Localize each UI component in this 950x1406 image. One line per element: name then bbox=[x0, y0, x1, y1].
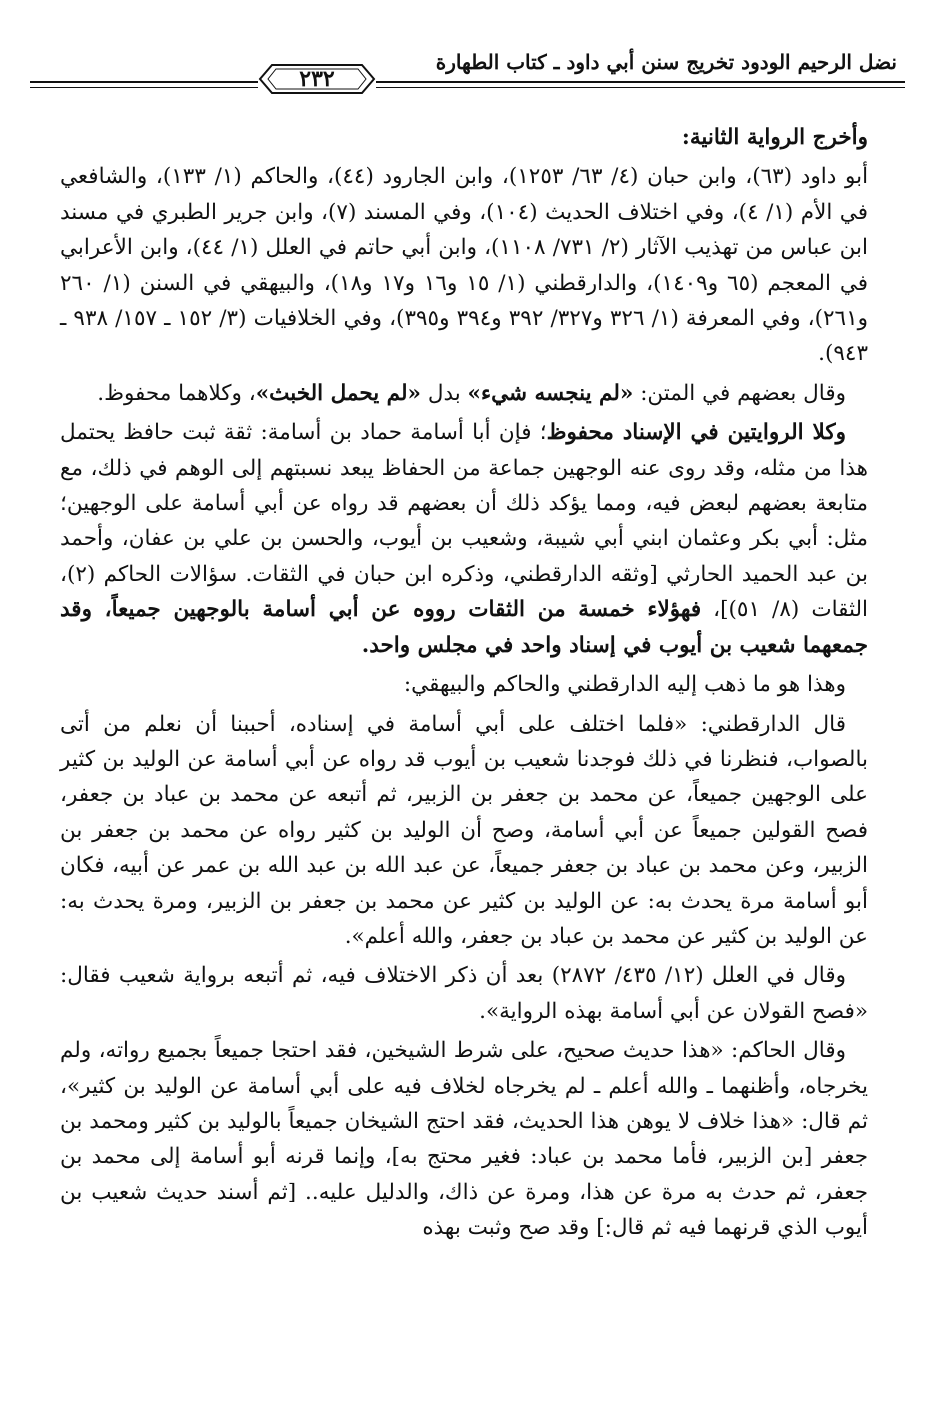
quote-bold: «لم ينجسه شيء» bbox=[467, 380, 634, 406]
text-run: ؛ فإن أبا أسامة حماد بن أسامة: ثقة ثبت حافظ يحتمل هذا من مثله، وقد روى عنه الوجهين جماعة من الحفاظ يبعد نسبتهم إلى الوهم في ذلك، مع متابعة بعضهم لبعض فيه، ومما يؤكد ذلك أن بعضهم قد رواه عن أبي أسامة على الوجهين؛ مثل: أبي بكر وعثمان ابني أبي شيبة، وشعيب بن أيوب، والحسن بن علي بن عفان، وأحمد بن عبد الحميد الحارثي [وثقه الدارقطني، وذكره ابن حبان في الثقات. سؤالات الحاكم (٢)، الثقات (٨/ ٥١)]، bbox=[60, 420, 869, 623]
paragraph-sources: أبو داود (٦٣)، وابن حبان (٤/ ٦٣/ ١٢٥٣)، وابن الجارود (٤٤)، والحاكم (١/ ١٣٣)، والشافعي في الأم (١/ ٤)، وفي اختلاف الحديث (١٠٤)، وفي المسند (٧)، وابن جرير الطبري في مسند ابن عباس من تهذيب الآثار (٢/ ٧٣١/ ١١٠٨)، وابن أبي حاتم في العلل (١/ ٤٤)، وابن الأعرابي في المعجم (٦٥ و١٤٠٩)، والدارقطني (١/ ١٥ و١٦ و١٧ و١٨)، والبيهقي في السنن (١/ ٢٦٠ و٢٦١)، وفي المعرفة (١/ ٣٢٦ و٣٢٧/ ٣٩٢ و٣٩٤ و٣٩٥)، وفي الخلافيات (٣/ ١٥٢ ـ ١٥٧/ ٩٣٨ ـ ٩٤٣). bbox=[60, 164, 869, 367]
page-number-badge bbox=[258, 62, 376, 96]
text-run: وقال بعضهم في المتن: bbox=[633, 380, 846, 406]
text-run: بدل bbox=[420, 380, 468, 406]
text-run: ، وكلاهما محفوظ. bbox=[97, 380, 256, 406]
header-rule-thin bbox=[30, 87, 905, 88]
bold-lead: وكلا الروايتين في الإسناد محفوظ bbox=[546, 420, 846, 446]
header-rule-thick bbox=[30, 81, 905, 83]
paragraph-daraqutni: قال الدارقطني: «فلما اختلف على أبي أسامة في إسناده، أحببنا أن نعلم من أتى بالصواب، فنظرنا في ذلك فوجدنا شعيب بن أيوب قد رواه عن أبي أسامة عن الوليد بن كثير على الوجهين جميعاً، عن محمد بن جعفر بن الزبير، ثم أتبعه عن محمد بن عباد بن جعفر، فصح القولين جميعاً عن أبي أسامة، وصح أن الوليد بن كثير رواه عن محمد بن جعفر بن الزبير، وعن محمد بن عباد بن جعفر جميعاً، عن عبد الله بن عبد الله بن عمر عن أبيه، فكان أبو أسامة مرة يحدث به: عن الوليد بن كثير عن محمد بن جعفر بن الزبير، ومرة يحدث به: عن الوليد بن كثير عن محمد بن عباد بن جعفر، والله أعلم». bbox=[60, 711, 868, 949]
paragraph-isnad bbox=[60, 415, 868, 663]
paragraph-matn-variant bbox=[60, 376, 868, 411]
bold-conclusion: فهؤلاء خمسة من الثقات رووه عن أبي أسامة بالوجهين جميعاً، وقد جمعهما شعيب بن أيوب في إسناد واحد في مجلس واحد. bbox=[60, 597, 868, 658]
page-body bbox=[60, 120, 868, 1250]
running-title: نضل الرحيم الودود تخريج سنن أبي داود ـ كتاب الطهارة bbox=[435, 50, 897, 74]
page-header bbox=[30, 38, 905, 98]
section-heading: وأخرج الرواية الثانية: bbox=[681, 125, 868, 150]
quote-bold: «لم يحمل الخبث» bbox=[255, 380, 421, 406]
paragraph-hakim: وقال الحاكم: «هذا حديث صحيح، على شرط الشيخين، فقد احتجا جميعاً بجميع رواته، ولم يخرجاه، وأظنهما ـ والله أعلم ـ لم يخرجاه لخلاف فيه على أبي أسامة عن الوليد بن كثير»، ثم قال: «هذا خلاف لا يوهن هذا الحديث، فقد احتج الشيخان جميعاً بالوليد بن كثير ومحمد بن جعفر [بن الزبير، فأما محمد بن عباد: فغير محتج به]، وإنما قرنه أبو أسامة إلى محمد بن جعفر، ثم حدث به مرة عن هذا، ومرة عن ذاك، والدليل عليه.. [ثم أسند حديث شعيب بن أيوب الذي قرنهما فيه ثم قال:] وقد صح وثبت بهذه bbox=[60, 1038, 868, 1241]
paragraph-ilal: وقال في العلل (١٢/ ٤٣٥/ ٢٨٧٢) بعد أن ذكر الاختلاف فيه، ثم أتبعه برواية شعيب فقال: «فصح القولان عن أبي أسامة بهذه الرواية». bbox=[60, 963, 868, 1024]
page-number: ٢٣٢ bbox=[299, 66, 335, 92]
paragraph-intro: وهذا هو ما ذهب إليه الدارقطني والحاكم والبيهقي: bbox=[403, 672, 846, 698]
